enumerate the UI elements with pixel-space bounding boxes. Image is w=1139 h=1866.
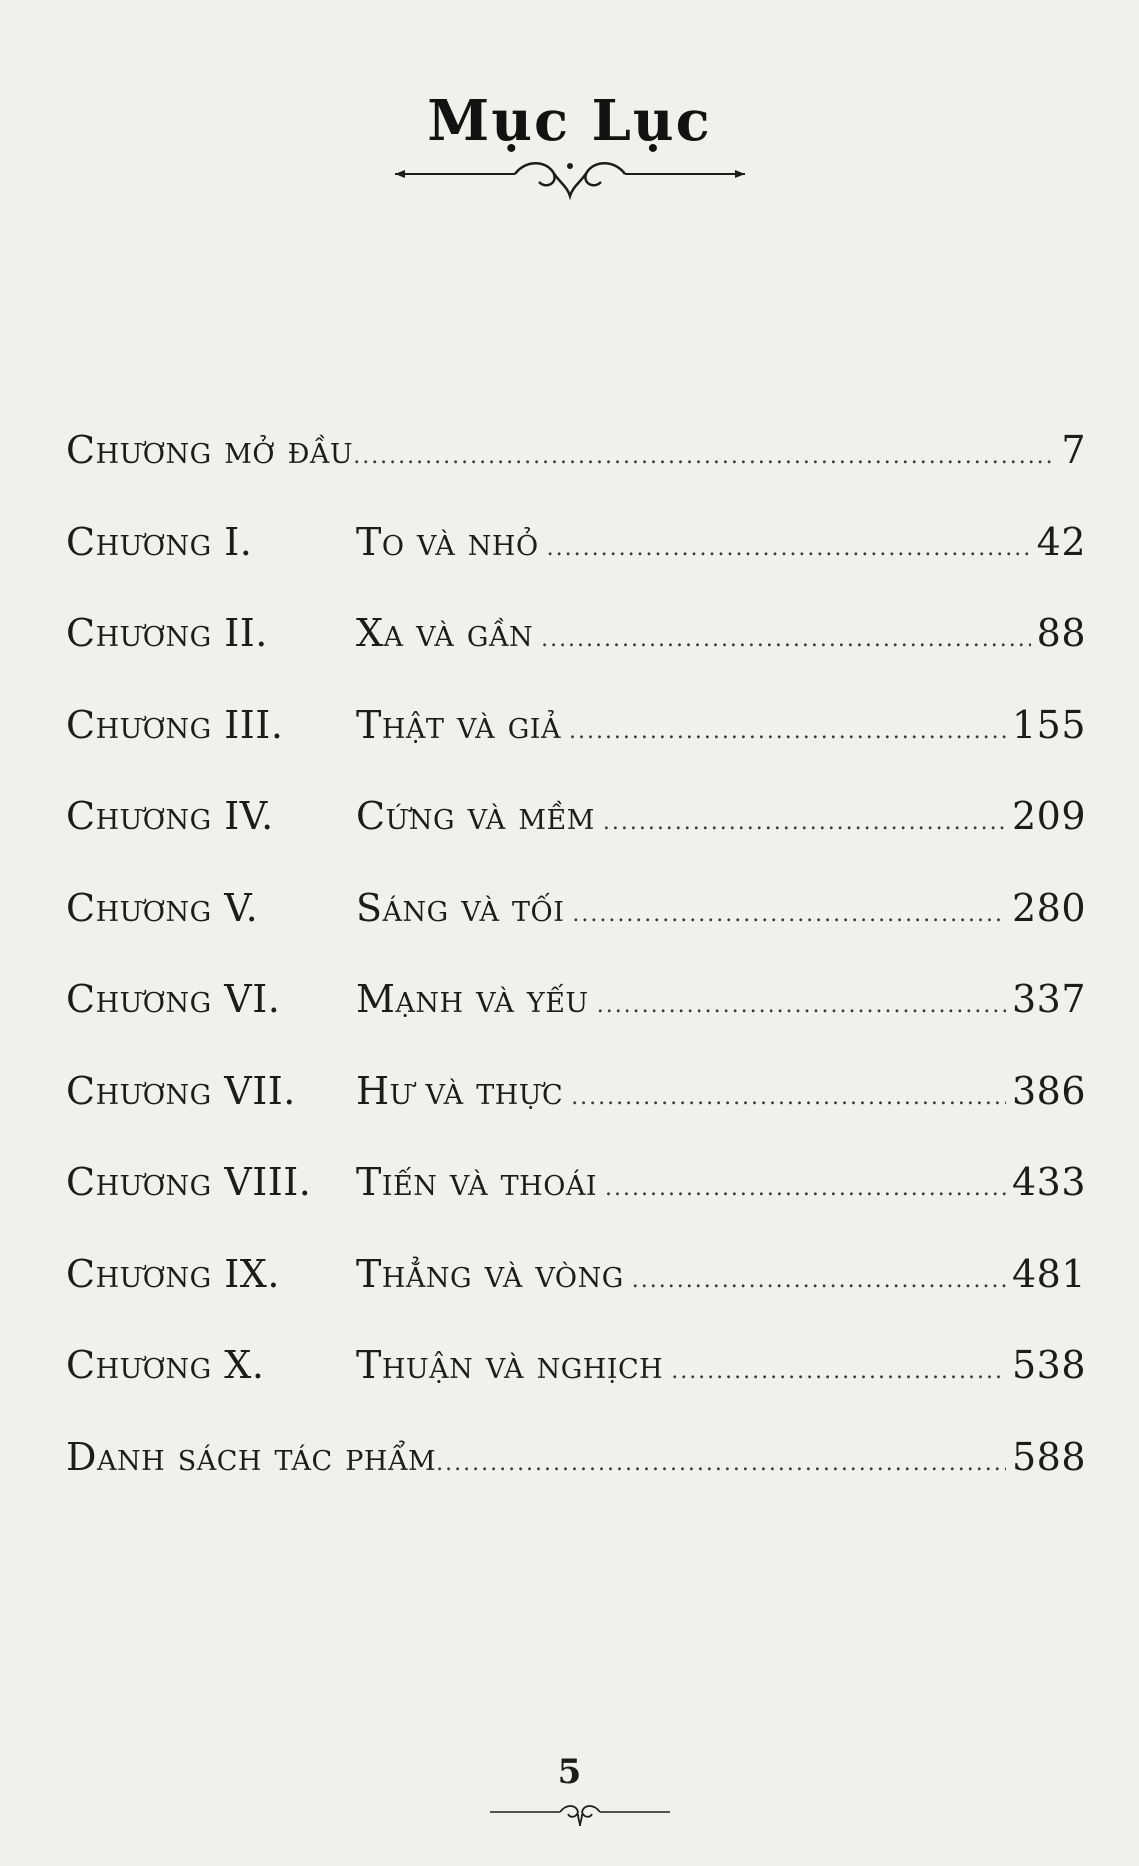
toc-label: Chương VI. [66, 977, 281, 1021]
toc-row-chapter-10[interactable] [66, 1343, 1086, 1435]
toc-chapter-title: Mạnh và yếu [356, 977, 589, 1021]
toc-label: Chương III. [66, 702, 284, 747]
toc-chapter-title: Xa và gần [356, 611, 534, 655]
toc-row-chapter-6[interactable] [66, 977, 1086, 1069]
toc-row-chapter-1[interactable] [66, 520, 1086, 612]
toc-row-chapter-7[interactable] [66, 1069, 1086, 1161]
toc-leader-dots [603, 810, 1006, 835]
toc-chapter-title: Hư và thực [356, 1068, 564, 1113]
toc-page-number: 433 [1011, 1160, 1086, 1204]
toc-label: Chương mở đầu [66, 428, 354, 472]
toc-leader-dots [632, 1268, 1006, 1293]
toc-label: Chương V. [66, 885, 259, 930]
toc-row-chapter-3[interactable] [66, 703, 1086, 795]
toc-row-chapter-2[interactable] [66, 611, 1086, 703]
toc-chapter-title: Thuận và nghịch [356, 1343, 664, 1387]
toc-page-number: 280 [1011, 885, 1086, 930]
toc-label: Chương VII. [66, 1068, 296, 1113]
toc-label: Chương IV. [66, 794, 274, 838]
toc-page-number: 481 [1011, 1251, 1086, 1296]
toc-page-number: 42 [1036, 519, 1086, 564]
toc-leader-dots [572, 902, 1006, 927]
toc-page-number: 155 [1011, 702, 1086, 747]
toc-leader-dots [353, 444, 1055, 469]
toc-page-number: 538 [1011, 1343, 1086, 1387]
toc-chapter-title: Thẳng và vòng [356, 1251, 624, 1296]
toc-page-number: 588 [1011, 1434, 1086, 1479]
toc-row-bibliography[interactable] [66, 1435, 1086, 1527]
toc-label: Chương IX. [66, 1251, 280, 1296]
toc-leader-dots [605, 1176, 1006, 1201]
toc-page-number: 386 [1011, 1068, 1086, 1113]
footer-ornament-icon [490, 1800, 670, 1828]
toc-chapter-title: Sáng và tối [356, 885, 565, 930]
toc-row-prologue[interactable] [66, 428, 1086, 520]
toc-leader-dots [671, 1359, 1006, 1384]
toc-leader-dots [569, 719, 1006, 744]
toc-label: Chương X. [66, 1343, 265, 1387]
table-of-contents [66, 428, 1086, 1526]
title-ornament-icon [395, 152, 745, 202]
page-number: 5 [557, 1752, 582, 1792]
toc-row-chapter-4[interactable] [66, 794, 1086, 886]
toc-row-chapter-8[interactable] [66, 1160, 1086, 1252]
toc-chapter-title: Cứng và mềm [356, 794, 595, 838]
toc-page-number: 337 [1011, 977, 1086, 1021]
toc-chapter-title: Thật và giả [356, 702, 561, 747]
toc-page-number: 88 [1036, 611, 1086, 655]
toc-row-chapter-5[interactable] [66, 886, 1086, 978]
toc-chapter-title: Tiến và thoái [356, 1160, 598, 1204]
toc-leader-dots [436, 1451, 1006, 1476]
toc-label: Danh sách tác phẩm [66, 1434, 437, 1479]
toc-label: Chương I. [66, 519, 253, 564]
page-title: Mục Lục [427, 88, 712, 154]
toc-row-chapter-9[interactable] [66, 1252, 1086, 1344]
toc-chapter-title: To và nhỏ [356, 519, 539, 564]
toc-leader-dots [571, 1085, 1006, 1110]
toc-page-number: 7 [1061, 428, 1086, 472]
toc-leader-dots [547, 536, 1031, 561]
toc-page-number: 209 [1011, 794, 1086, 838]
toc-label: Chương VIII. [66, 1160, 312, 1204]
toc-label: Chương II. [66, 611, 268, 655]
toc-leader-dots [597, 993, 1006, 1018]
toc-leader-dots [541, 627, 1031, 652]
